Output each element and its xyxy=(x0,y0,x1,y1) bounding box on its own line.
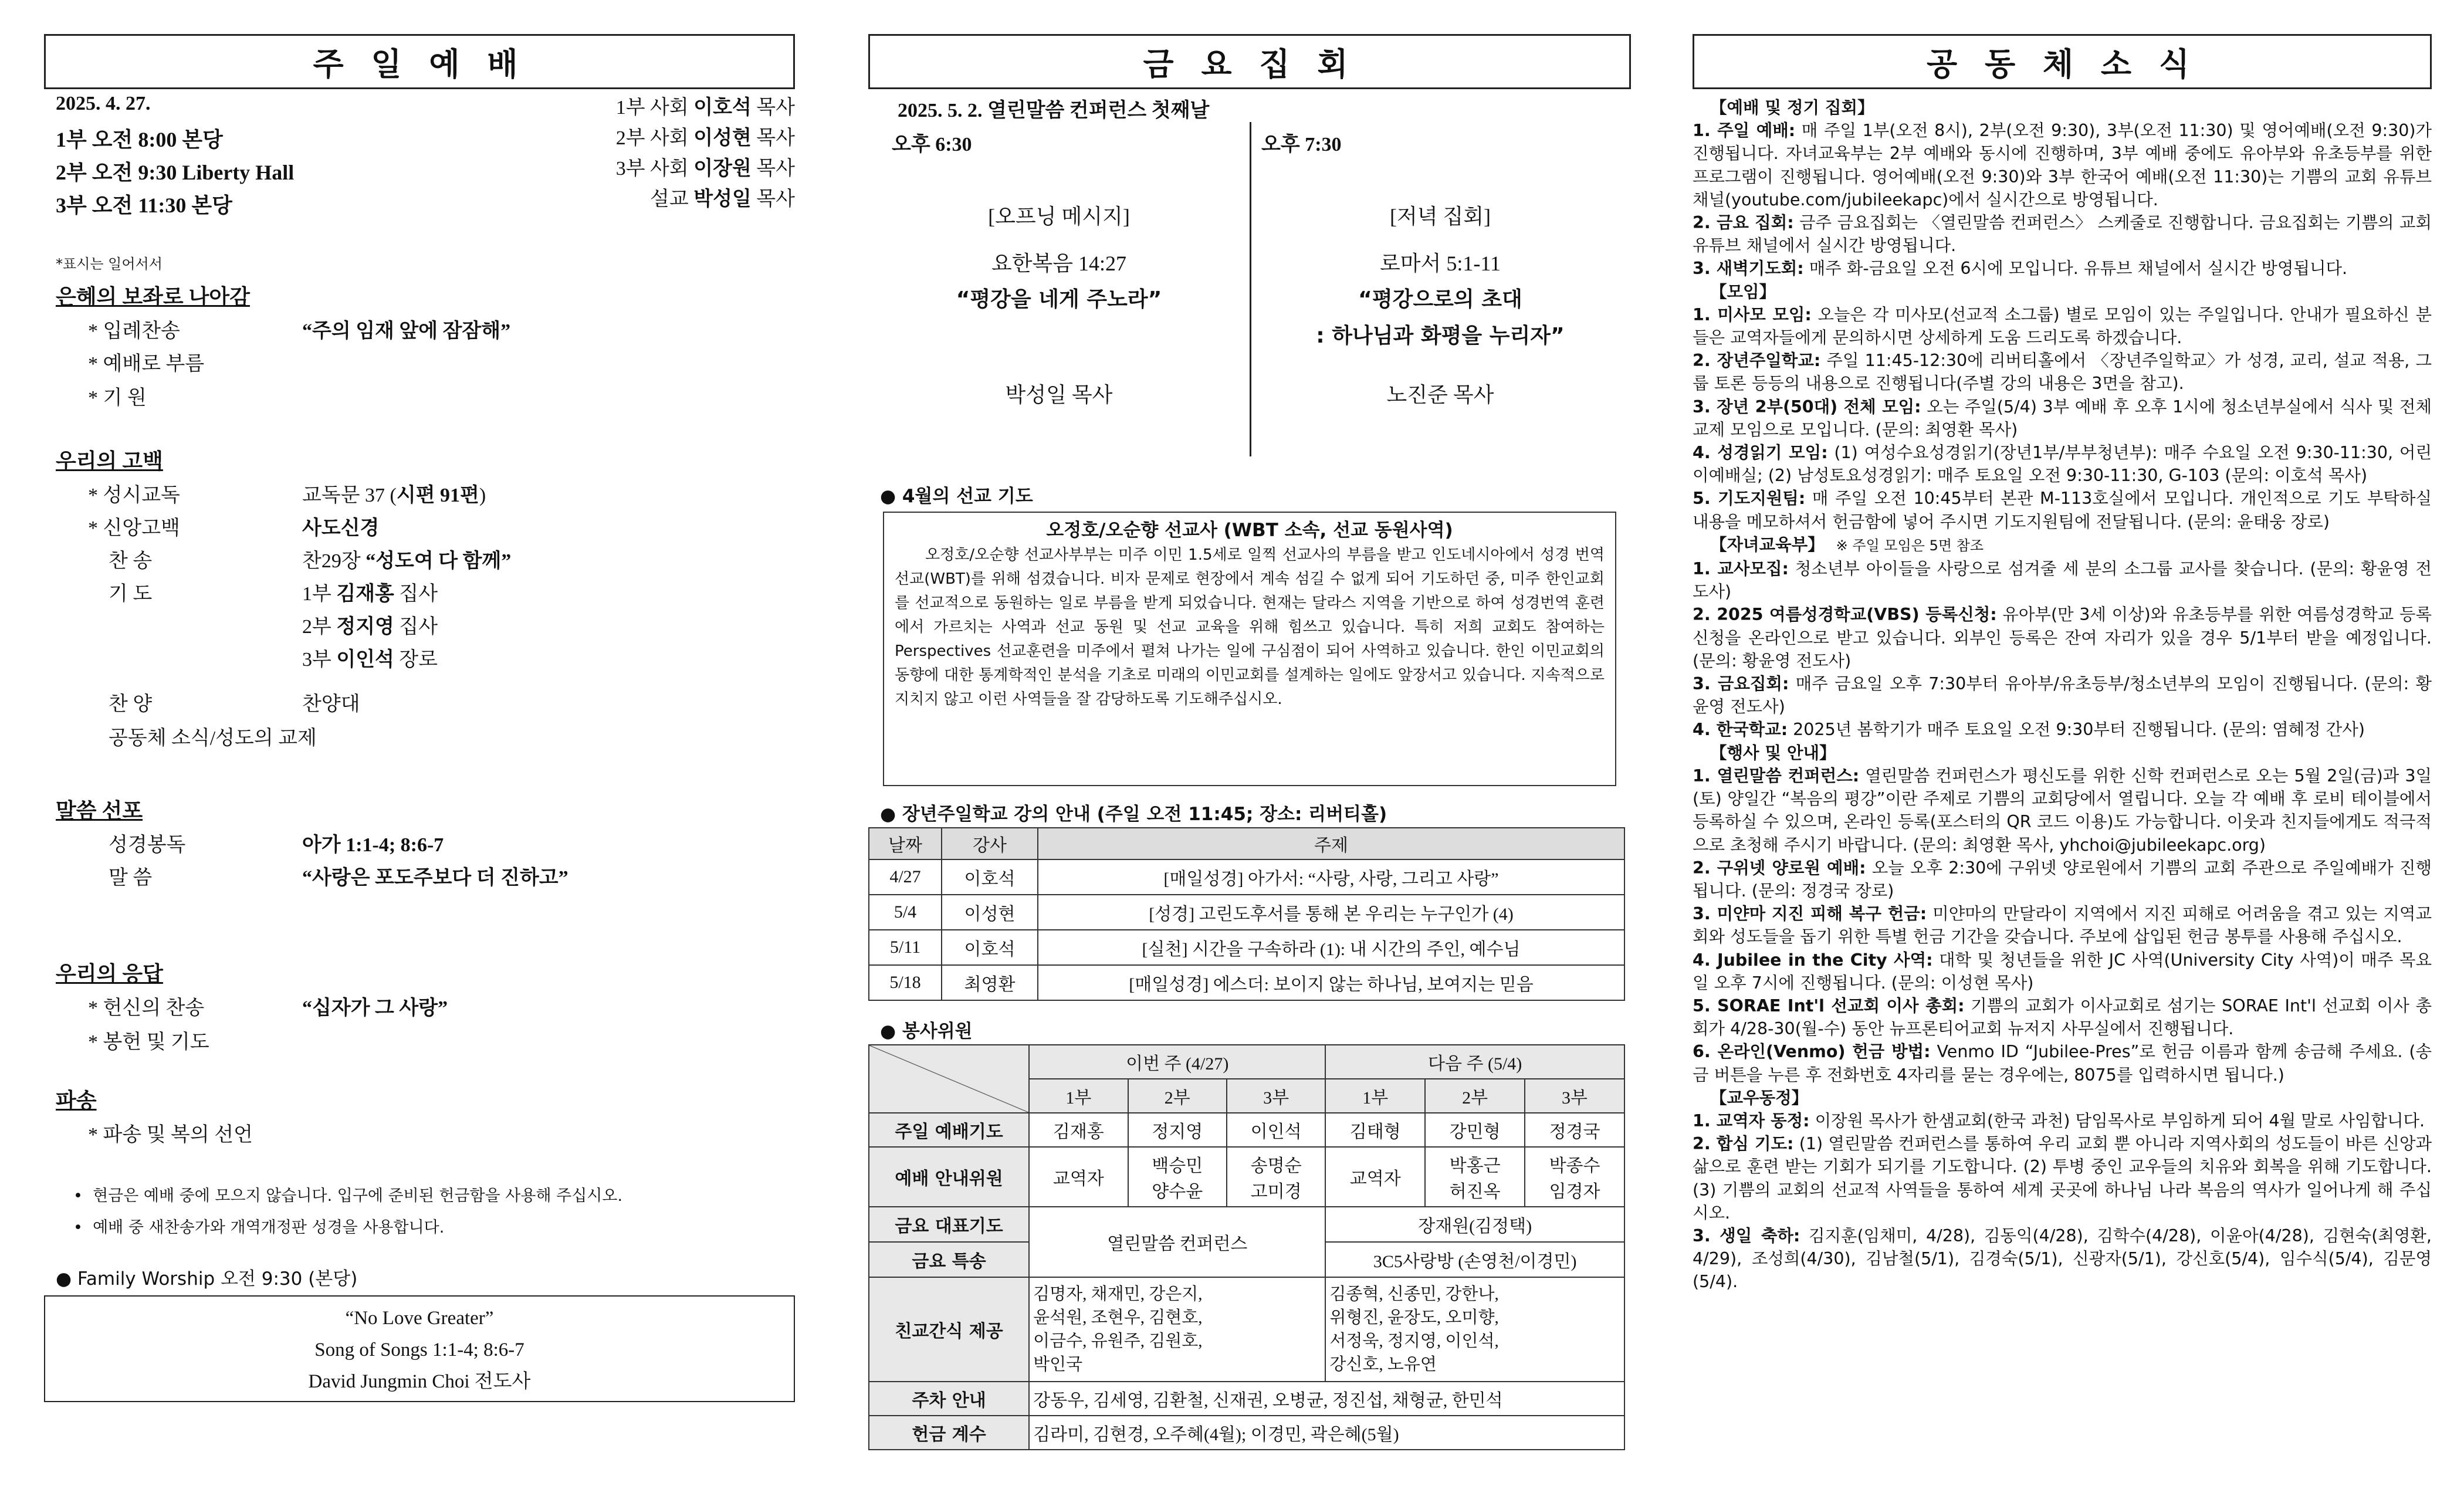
col-date: 날짜 xyxy=(869,828,942,859)
news-item: 3. 미얀마 지진 피해 복구 헌금: 미얀마의 만달라이 지역에서 지진 피해로 어려움을 겪고 있는 지역교회와 성도들을 돕기 위한 특별 헌금 기간을 갖습니다. 주보에 삽입된 헌금 봉투를 사용해 주십시오. xyxy=(1693,904,2432,947)
order-item: 찬 송 xyxy=(109,550,153,572)
news-title: 공 동 체 소 식 xyxy=(1693,34,2432,89)
news-item: 2. 구위넷 양로원 예배: 오늘 오후 2:30에 구위넷 양로원에서 기쁨의 교회 주관으로 주일예배가 진행됩니다. (문의: 정경국 장로) xyxy=(1693,858,2432,901)
news-item: 4. 성경읽기 모임: (1) 여성수요성경읽기(장년1부/부부청년부): 매주 수요일 오전 9:30-11:30, 어린이예배실; (2) 남성토요성경읽기: 매주 토요일 오전 9:30-11:30, G-103 (문의: 이호석 목사) xyxy=(1693,443,2432,486)
order-item: * 성시교독 xyxy=(88,485,180,506)
family-worship-box xyxy=(44,1295,795,1402)
table-row: 5/18 최영환 [매일성경] 에스더: 보이지 않는 하나님, 보여지는 믿음 xyxy=(869,965,1624,1000)
order-value: 사도신경 xyxy=(302,517,380,539)
evening-sermon-subtitle: : 하나님과 화평을 누리자” xyxy=(1316,324,1565,348)
section-response: 우리의 응답 xyxy=(56,962,163,986)
table-row: 금요 대표기도 열린말씀 컨퍼런스 장재원(김정택) xyxy=(869,1207,1624,1242)
service-2: 2부 오전 9:30 Liberty Hall xyxy=(56,161,295,184)
evening-message xyxy=(1250,198,1631,413)
family-worship-heading: ● Family Worship 오전 9:30 (본당) xyxy=(56,1268,358,1289)
table-row: 5/4 이성현 [성경] 고린도후서를 통해 본 우리는 누구인가 (4) xyxy=(869,895,1624,930)
evening-tag: [저녁 집회] xyxy=(1389,205,1491,228)
table-row: 주차 안내 강동우, 김세영, 김환철, 신재권, 오병균, 정진섭, 채형균, 한민석 xyxy=(869,1382,1624,1416)
table-row: 금요 특송 3C5사랑방 (손영천/이경민) xyxy=(869,1242,1624,1277)
family-scripture: Song of Songs 1:1-4; 8:6-7 xyxy=(314,1339,524,1360)
sunday-column xyxy=(44,34,795,1442)
volunteers-table: 이번 주 (4/27) 다음 주 (5/4) 1부 2부 3부 1부 2부 3부 주일 예배기도 김재홍 정지영 이인석 김태형 강민형 정경국 예배 안내위원 교역자 백승민 양수윤 송명순 고미경 교역자 박홍근 허진옥 박종수 임경자 금요 대표기도 열린말씀 컨퍼런스 장재원(김정택) 금요 특송 3C5사랑방 (손영천/이경민) 친교간식 제공 김명자, 채재민, 강은지, 윤석원, 조현우, 김현호, 이금수, 유원주, 김원호, 박인국 김종혁, 신종민, 강한나, 위형진, 윤장도, 오미향, 서정욱, 정지영, 이인석, 강신호, 노유연 주차 안내 강동우, 김세영, 김환철, 신재권, 오병균, 정진섭, 채형균, 한민석 헌금 계수 김라미, 김현경, 오주혜(4월); 이경민, 곽은혜(5월) xyxy=(868,1044,1625,1450)
order-item: * 파송 및 복의 선언 xyxy=(88,1124,253,1146)
news-item: 3. 금요집회: 매주 금요일 오후 7:30부터 유아부/유초등부/청소년부의 모임이 진행됩니다. (문의: 황윤영 전도사) xyxy=(1693,674,2432,717)
section-approach: 은혜의 보좌로 나아감 xyxy=(56,285,250,309)
evening-sermon-title: “평강으로의 초대 xyxy=(1358,287,1522,312)
news-item: 3. 생일 축하: 김지훈(임채미, 4/28), 김동익(4/28), 김학수(4/28), 이윤아(4/28), 김현숙(최영환, 4/29), 조성희(4/30), 김남철(5/1), 김경숙(5/1), 신광자(5/1), 강신호(5/4), 임수식(5/4), 김문영(5/4). xyxy=(1693,1226,2432,1292)
news-item: 6. 온라인(Venmo) 헌금 방법: Venmo ID “Jubilee-Pres”로 헌금 이름과 함께 송금해 주세요. (송금 버튼을 누른 후 전화번호 4자리를 묻는 경우에는, 8075를 입력하시면 됩니다.) xyxy=(1693,1042,2432,1085)
order-item: * 헌신의 찬송 xyxy=(88,997,205,1019)
order-value: 1부 김재홍 집사 xyxy=(302,583,438,605)
opening-sermon-title: “평강을 네게 주노라” xyxy=(956,287,1162,312)
table-row: 예배 안내위원 교역자 백승민 양수윤 송명순 고미경 교역자 박홍근 허진옥 박종수 임경자 xyxy=(869,1147,1624,1207)
missionary-name: 오정호/오순향 선교사 (WBT 소속, 선교 동원사역) xyxy=(1046,520,1453,541)
table-row: 헌금 계수 김라미, 김현경, 오주혜(4월); 이경민, 곽은혜(5월) xyxy=(869,1416,1624,1450)
mission-box xyxy=(883,512,1616,786)
news-item: 2. 2025 여름성경학교(VBS) 등록신청: 유아부(만 3세 이상)와 유초등부를 위한 여름성경학교 등록신청을 온라인으로 받고 있습니다. 외부인 등록은 잔여 자리가 있을 경우 5/1부터 받을 예정입니다. (문의: 황윤영 전도사) xyxy=(1693,605,2432,671)
news-column xyxy=(1693,34,2432,1465)
news-item: 1. 미사모 모임: 오늘은 각 미사모(선교적 소그룹) 별로 모임이 있는 주일입니다. 안내가 필요하신 분들은 교역자들에게 문의하시면 상세하게 도움 드리도록 하겠습니다. xyxy=(1693,304,2432,348)
order-item: 기 도 xyxy=(109,583,153,605)
order-item: 공동체 소식/성도의 교제 xyxy=(109,727,317,749)
host-2: 2부 사회 이성현 목사 xyxy=(615,127,795,149)
news-list xyxy=(1693,96,2432,1294)
section-word: 말씀 선포 xyxy=(56,799,143,823)
sunday-date: 2025. 4. 27. xyxy=(56,93,151,114)
news-item: 2. 합심 기도: (1) 열린말씀 컨퍼런스를 통하여 우리 교회 뿐 아니라 지역사회의 성도들이 바른 신앙과 삶으로 훈련 받는 기회가 되기를 기도합니다. (2) 투병 중인 교우들의 치유와 회복을 위해 기도합니다. (3) 기쁨의 교회의 선교적 사역들을 통하여 세계 곳곳에 하나님 나라 복음의 역사가 일어나게 해 주십시오. xyxy=(1693,1134,2432,1223)
next-week-header: 다음 주 (5/4) xyxy=(1325,1045,1624,1079)
table-row: 주일 예배기도 김재홍 정지영 이인석 김태형 강민형 정경국 xyxy=(869,1113,1624,1147)
order-item: * 신앙고백 xyxy=(88,517,180,539)
host-3: 3부 사회 이장원 목사 xyxy=(615,158,795,180)
volunteers-heading: ● 봉사위원 xyxy=(880,1021,973,1042)
order-item: 말 씀 xyxy=(109,867,153,889)
offering-note: • 현금은 예배 중에 모으지 않습니다. 입구에 준비된 헌금함을 사용해 주십시오. xyxy=(73,1187,623,1205)
service-1: 1부 오전 8:00 본당 xyxy=(56,128,223,151)
order-item: 성경봉독 xyxy=(109,834,186,856)
news-section-heading: 【행사 및 안내】 xyxy=(1710,743,1836,763)
service-3: 3부 오전 11:30 본당 xyxy=(56,194,232,217)
news-item: 1. 주일 예배: 매 주일 1부(오전 8시), 2부(오전 9:30), 3부(오전 11:30) 및 영어예배(오전 9:30)가 진행됩니다. 자녀교육부는 2부 예배와 동시에 진행하며, 3부 예배 중에도 유아부와 유초등부를 위한 프로그램이 진행됩니다. 영어예배(오전 9:30)와 3부 한국어 예배(오전 11:30)는 기쁨의 교회 유튜브 채널(youtube.com/jubileekapc)에서 실시간으로 방영됩니다. xyxy=(1693,121,2432,209)
host-1: 1부 사회 이호석 목사 xyxy=(615,97,795,119)
news-section-heading: 【교우동정】 xyxy=(1710,1088,1809,1108)
news-section-heading: 【모임】 xyxy=(1710,282,1776,302)
order-value: 찬29장 “성도여 다 함께” xyxy=(302,550,512,572)
news-item: 4. Jubilee in the City 사역: 대학 및 청년들을 위한 JC 사역(University City 사역)이 매주 목요일 오후 7시에 진행됩니다. (문의: 이성현 목사) xyxy=(1693,950,2432,993)
sunday-title: 주 일 예 배 xyxy=(44,34,795,89)
mission-heading: ● 4월의 선교 기도 xyxy=(880,486,1033,507)
order-value: 3부 이인석 장로 xyxy=(302,649,438,671)
family-speaker: David Jungmin Choi 전도사 xyxy=(308,1371,531,1392)
opening-tag: [오프닝 메시지] xyxy=(988,205,1130,228)
news-item: 2. 장년주일학교: 주일 11:45-12:30에 리버티홀에서 〈장년주일학교〉가 성경, 교리, 설교 적용, 그룹 토론 등등의 내용으로 진행됩니다(주별 강의 내용은 3면을 참고). xyxy=(1693,351,2432,394)
news-item: 1. 열린말씀 컨퍼런스: 열린말씀 컨퍼런스가 평신도를 위한 신학 컨퍼런스로 오는 5월 2일(금)과 3일(토) 양일간 “복음의 평강”이란 주제로 기쁨의 교회당에서 열립니다. 오늘 각 예배 후 로비 테이블에서 등록하실 수 있으며, 온라인 등록(포스터의 QR 코드 이용)도 가능합니다. 이웃과 친지들에게도 적극적으로 초청해 주시기 바랍니다. (문의: 최영환 목사, yhchoi@jubileekapc.org) xyxy=(1693,766,2432,855)
order-value: “십자가 그 사랑” xyxy=(302,997,448,1019)
news-item: 3. 새벽기도회: 매주 화-금요일 오전 6시에 모입니다. 유튜브 채널에서 실시간 방영됩니다. xyxy=(1693,259,2348,279)
friday-title: 금 요 집 회 xyxy=(868,34,1631,89)
order-value: 아가 1:1-4; 8:6-7 xyxy=(302,834,444,856)
mission-body: 오정호/오순향 선교사부부는 미주 이민 1.5세로 일찍 선교사의 부름을 받고 인도네시아에서 성경 번역 선교(WBT)를 위해 섬겼습니다. 비자 문제로 현장에서 계속 섬길 수 없게 되어 기도하던 중, 미주 한인교회를 선교적으로 동원하는 일로 부름을 받게 되었습니다. 현재는 달라스 지역을 기반으로 하여 성경번역 훈련에서 가르치는 사역과 선교 동원 및 선교 교육을 위해 힘쓰고 있습니다. 특히 저희 교회도 참여하는 Perspectives 선교훈련을 미주에서 펼쳐 나가는 일에 구심점이 되어 사역하고 있습니다. 한인 이민교회의 동향에 대한 통계학적인 분석을 기초로 미래의 이민교회를 설계하는 일에도 앞장서고 있습니다. 지속적으로 지치지 않고 이런 사역들을 잘 감당하도록 기도해주십시오. xyxy=(895,546,1605,708)
school-heading: ● 장년주일학교 강의 안내 (주일 오전 11:45; 장소: 리버티홀) xyxy=(880,804,1387,825)
corner-cell xyxy=(869,1045,1029,1113)
family-title: “No Love Greater” xyxy=(345,1308,494,1329)
opening-message xyxy=(868,198,1250,413)
news-item: 1. 교역자 동정: 이장원 목사가 한샘교회(한국 과천) 담임목사로 부임하게 되어 4월 말로 사임합니다. xyxy=(1693,1111,2425,1131)
order-value: 2부 정지영 집사 xyxy=(302,616,438,638)
opening-speaker: 박성일 목사 xyxy=(1005,383,1113,407)
table-row: 5/11 이호석 [실천] 시간을 구속하라 (1): 내 시간의 주인, 예수님 xyxy=(869,930,1624,965)
evening-time: 오후 7:30 xyxy=(1261,134,1342,155)
order-value: “주의 임재 앞에 잠잠해” xyxy=(302,320,511,342)
order-item: * 입례찬송 xyxy=(88,320,180,342)
table-row: 4/27 이호석 [매일성경] 아가서: “사랑, 사랑, 그리고 사랑” xyxy=(869,859,1624,895)
bible-note: • 예배 중 새찬송가와 개역개정판 성경을 사용합니다. xyxy=(73,1219,445,1237)
opening-ref: 요한복음 14:27 xyxy=(991,252,1127,275)
news-section-heading: 【자녀교육부】 ※ 주일 모임은 5면 참조 xyxy=(1710,534,1984,554)
order-item: * 예배로 부름 xyxy=(88,353,205,375)
preacher: 설교 박성일 목사 xyxy=(650,188,795,210)
table-row: 친교간식 제공 김명자, 채재민, 강은지, 윤석원, 조현우, 김현호, 이금수, 유원주, 김원호, 박인국 김종혁, 신종민, 강한나, 위형진, 윤장도, 오미향, 서정욱, 정지영, 이인석, 강신호, 노유연 xyxy=(869,1277,1624,1382)
order-item: * 기 원 xyxy=(88,387,147,409)
news-item: 5. SORAE Int'l 선교회 이사 총회: 기쁨의 교회가 이사교회로 섬기는 SORAE Int'l 선교회 이사 총회가 4/28-30(월-수) 동안 뉴프론티어교회 뉴저지 사무실에서 진행됩니다. xyxy=(1693,996,2432,1039)
opening-time: 오후 6:30 xyxy=(892,134,972,155)
standing-note: *표시는 일어서서 xyxy=(56,256,163,272)
section-confession: 우리의 고백 xyxy=(56,449,163,473)
news-item: 2. 금요 집회: 금주 금요집회는 〈열린말씀 컨퍼런스〉 스케줄로 진행합니다. 금요집회는 기쁨의 교회 유튜브 채널에서 실시간 방영됩니다. xyxy=(1693,213,2432,256)
news-item: 5. 기도지원팀: 매 주일 오전 10:45부터 본관 M-113호실에서 모입니다. 개인적으로 기도 부탁하실 내용을 메모하셔서 헌금함에 넣어 주시면 기도지원팀에 전달됩니다. (문의: 윤태웅 장로) xyxy=(1693,489,2432,532)
news-item: 3. 장년 2부(50대) 전체 모임: 오는 주일(5/4) 3부 예배 후 오후 1시에 청소년부실에서 식사 및 전체 교제 모임으로 모입니다. (문의: 최영환 목사) xyxy=(1693,397,2432,439)
order-value: “사랑은 포도주보다 더 진하고” xyxy=(302,867,568,889)
news-section-heading: 【예배 및 정기 집회】 xyxy=(1710,98,1874,117)
lecture-table xyxy=(868,827,1625,1001)
evening-ref: 로마서 5:1-11 xyxy=(1380,252,1501,275)
order-item: 찬 양 xyxy=(109,693,153,715)
this-week-header: 이번 주 (4/27) xyxy=(1029,1045,1325,1079)
order-item: * 봉헌 및 기도 xyxy=(88,1031,209,1053)
section-sending: 파송 xyxy=(56,1089,97,1112)
col-topic: 주제 xyxy=(1038,828,1624,859)
friday-column xyxy=(868,34,1631,1471)
order-value: 찬양대 xyxy=(302,693,360,715)
host-list xyxy=(616,93,795,215)
news-item: 4. 한국학교: 2025년 봄학기가 매주 토요일 오전 9:30부터 진행됩니다. (문의: 염혜정 간사) xyxy=(1693,720,2365,740)
order-value: 교독문 37 (시편 91편) xyxy=(302,485,486,506)
evening-speaker: 노진준 목사 xyxy=(1386,383,1494,407)
news-item: 1. 교사모집: 청소년부 아이들을 사랑으로 섬겨줄 세 분의 소그룹 교사를 찾습니다. (문의: 황윤영 전도사) xyxy=(1693,559,2432,602)
col-speaker: 강사 xyxy=(942,828,1038,859)
friday-date-line: 2025. 5. 2. 열린말씀 컨퍼런스 첫째날 xyxy=(898,100,1210,121)
